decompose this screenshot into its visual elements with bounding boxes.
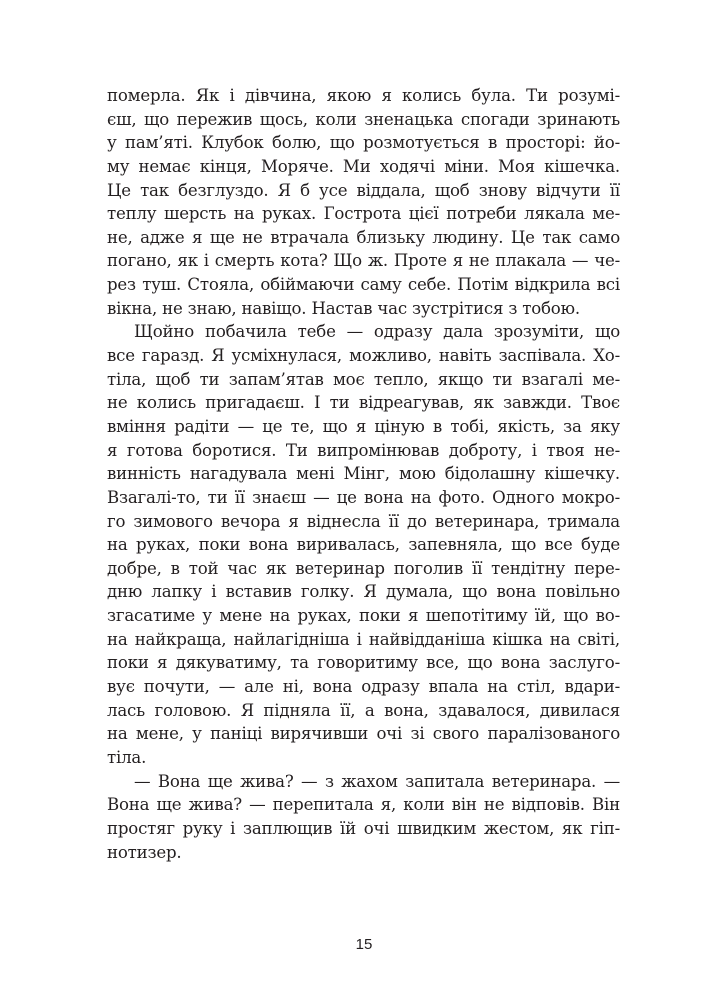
text-line: не колись пригадаєш. І ти відреагував, як завжди. Твоє (107, 393, 620, 413)
paragraph (107, 770, 620, 865)
text-line: го зимового вечора я віднесла її до ветеринара, тримала (107, 511, 620, 531)
text-line: не, адже я ще не втрачала близьку людину. Це так само (107, 227, 620, 247)
text-line: добре, в той час як ветеринар поголив її тендітну пере- (107, 558, 620, 578)
text-line: лась головою. Я підняла її, а вона, здавалося, дивилася (107, 700, 620, 720)
text-line: дню лапку і вставив голку. Я думала, що вона повільно (107, 582, 620, 602)
text-line: тіла, щоб ти запам’ятав моє тепло, якщо ти взагалі ме- (107, 369, 620, 389)
paragraph (107, 84, 620, 320)
text-line: згасатиме у мене на руках, поки я шепотітиму їй, що во- (107, 606, 620, 626)
text-line: поки я дякуватиму, та говоритиму все, що вона заслуго- (107, 653, 620, 673)
text-line: все гаразд. Я усміхнулася, можливо, навіть заспівала. Хо- (107, 346, 620, 366)
book-page-text (107, 84, 620, 864)
text-line: — Вона ще жива? — з жахом запитала ветеринара. — (134, 771, 620, 791)
text-line: тіла. (107, 747, 147, 767)
text-line: погано, як і смерть кота? Що ж. Проте я не плакала — че- (107, 251, 620, 271)
page-number: 15 (355, 936, 373, 953)
text-line: на руках, поки вона виривалась, запевняла, що все буде (107, 535, 620, 555)
text-line: померла. Як і дівчина, якою я колись була. Ти розумі- (107, 86, 620, 105)
text-line: на найкраща, найлагідніша і найвідданіша кішка на світі, (107, 629, 620, 649)
text-line: я готова боротися. Ти випромінював доброту, і твоя не- (107, 440, 620, 460)
text-line: вує почути, — але ні, вона одразу впала на стіл, вдари- (107, 677, 620, 697)
text-line: на мене, у паніці вирячивши очі зі свого паралізованого (107, 724, 620, 744)
text-line: нотизер. (107, 842, 182, 862)
text-line: Щойно побачила тебе — одразу дала зрозуміти, що (134, 322, 620, 342)
text-line: винність нагадувала мені Мінг, мою бідолашну кішечку. (107, 464, 620, 484)
paragraph (107, 320, 620, 769)
text-line: вікна, не знаю, навіщо. Настав час зустрітися з тобою. (107, 298, 580, 318)
text-line: у пам’яті. Клубок болю, що розмотується в просторі: йо- (107, 133, 620, 153)
text-line: Це так безглуздо. Я б усе віддала, щоб знову відчути її (107, 180, 620, 200)
text-line: вміння радіти — це те, що я ціную в тобі, якість, за яку (107, 416, 620, 436)
text-line: теплу шерсть на руках. Гострота цієї потреби лякала ме- (107, 204, 620, 224)
text-line: рез туш. Стояла, обіймаючи саму себе. Потім відкрила всі (107, 275, 620, 295)
text-line: Взагалі-то, ти її знаєш — це вона на фото. Одного мокро- (107, 487, 620, 507)
text-line: єш, що пережив щось, коли зненацька спогади зринають (107, 109, 620, 129)
text-line: Вона ще жива? — перепитала я, коли він не відповів. Він (107, 795, 620, 815)
text-line: простяг руку і заплющив їй очі швидким жестом, як гіп- (107, 818, 620, 838)
text-line: му немає кінця, Моряче. Ми ходячі міни. Моя кішечка. (107, 156, 620, 176)
